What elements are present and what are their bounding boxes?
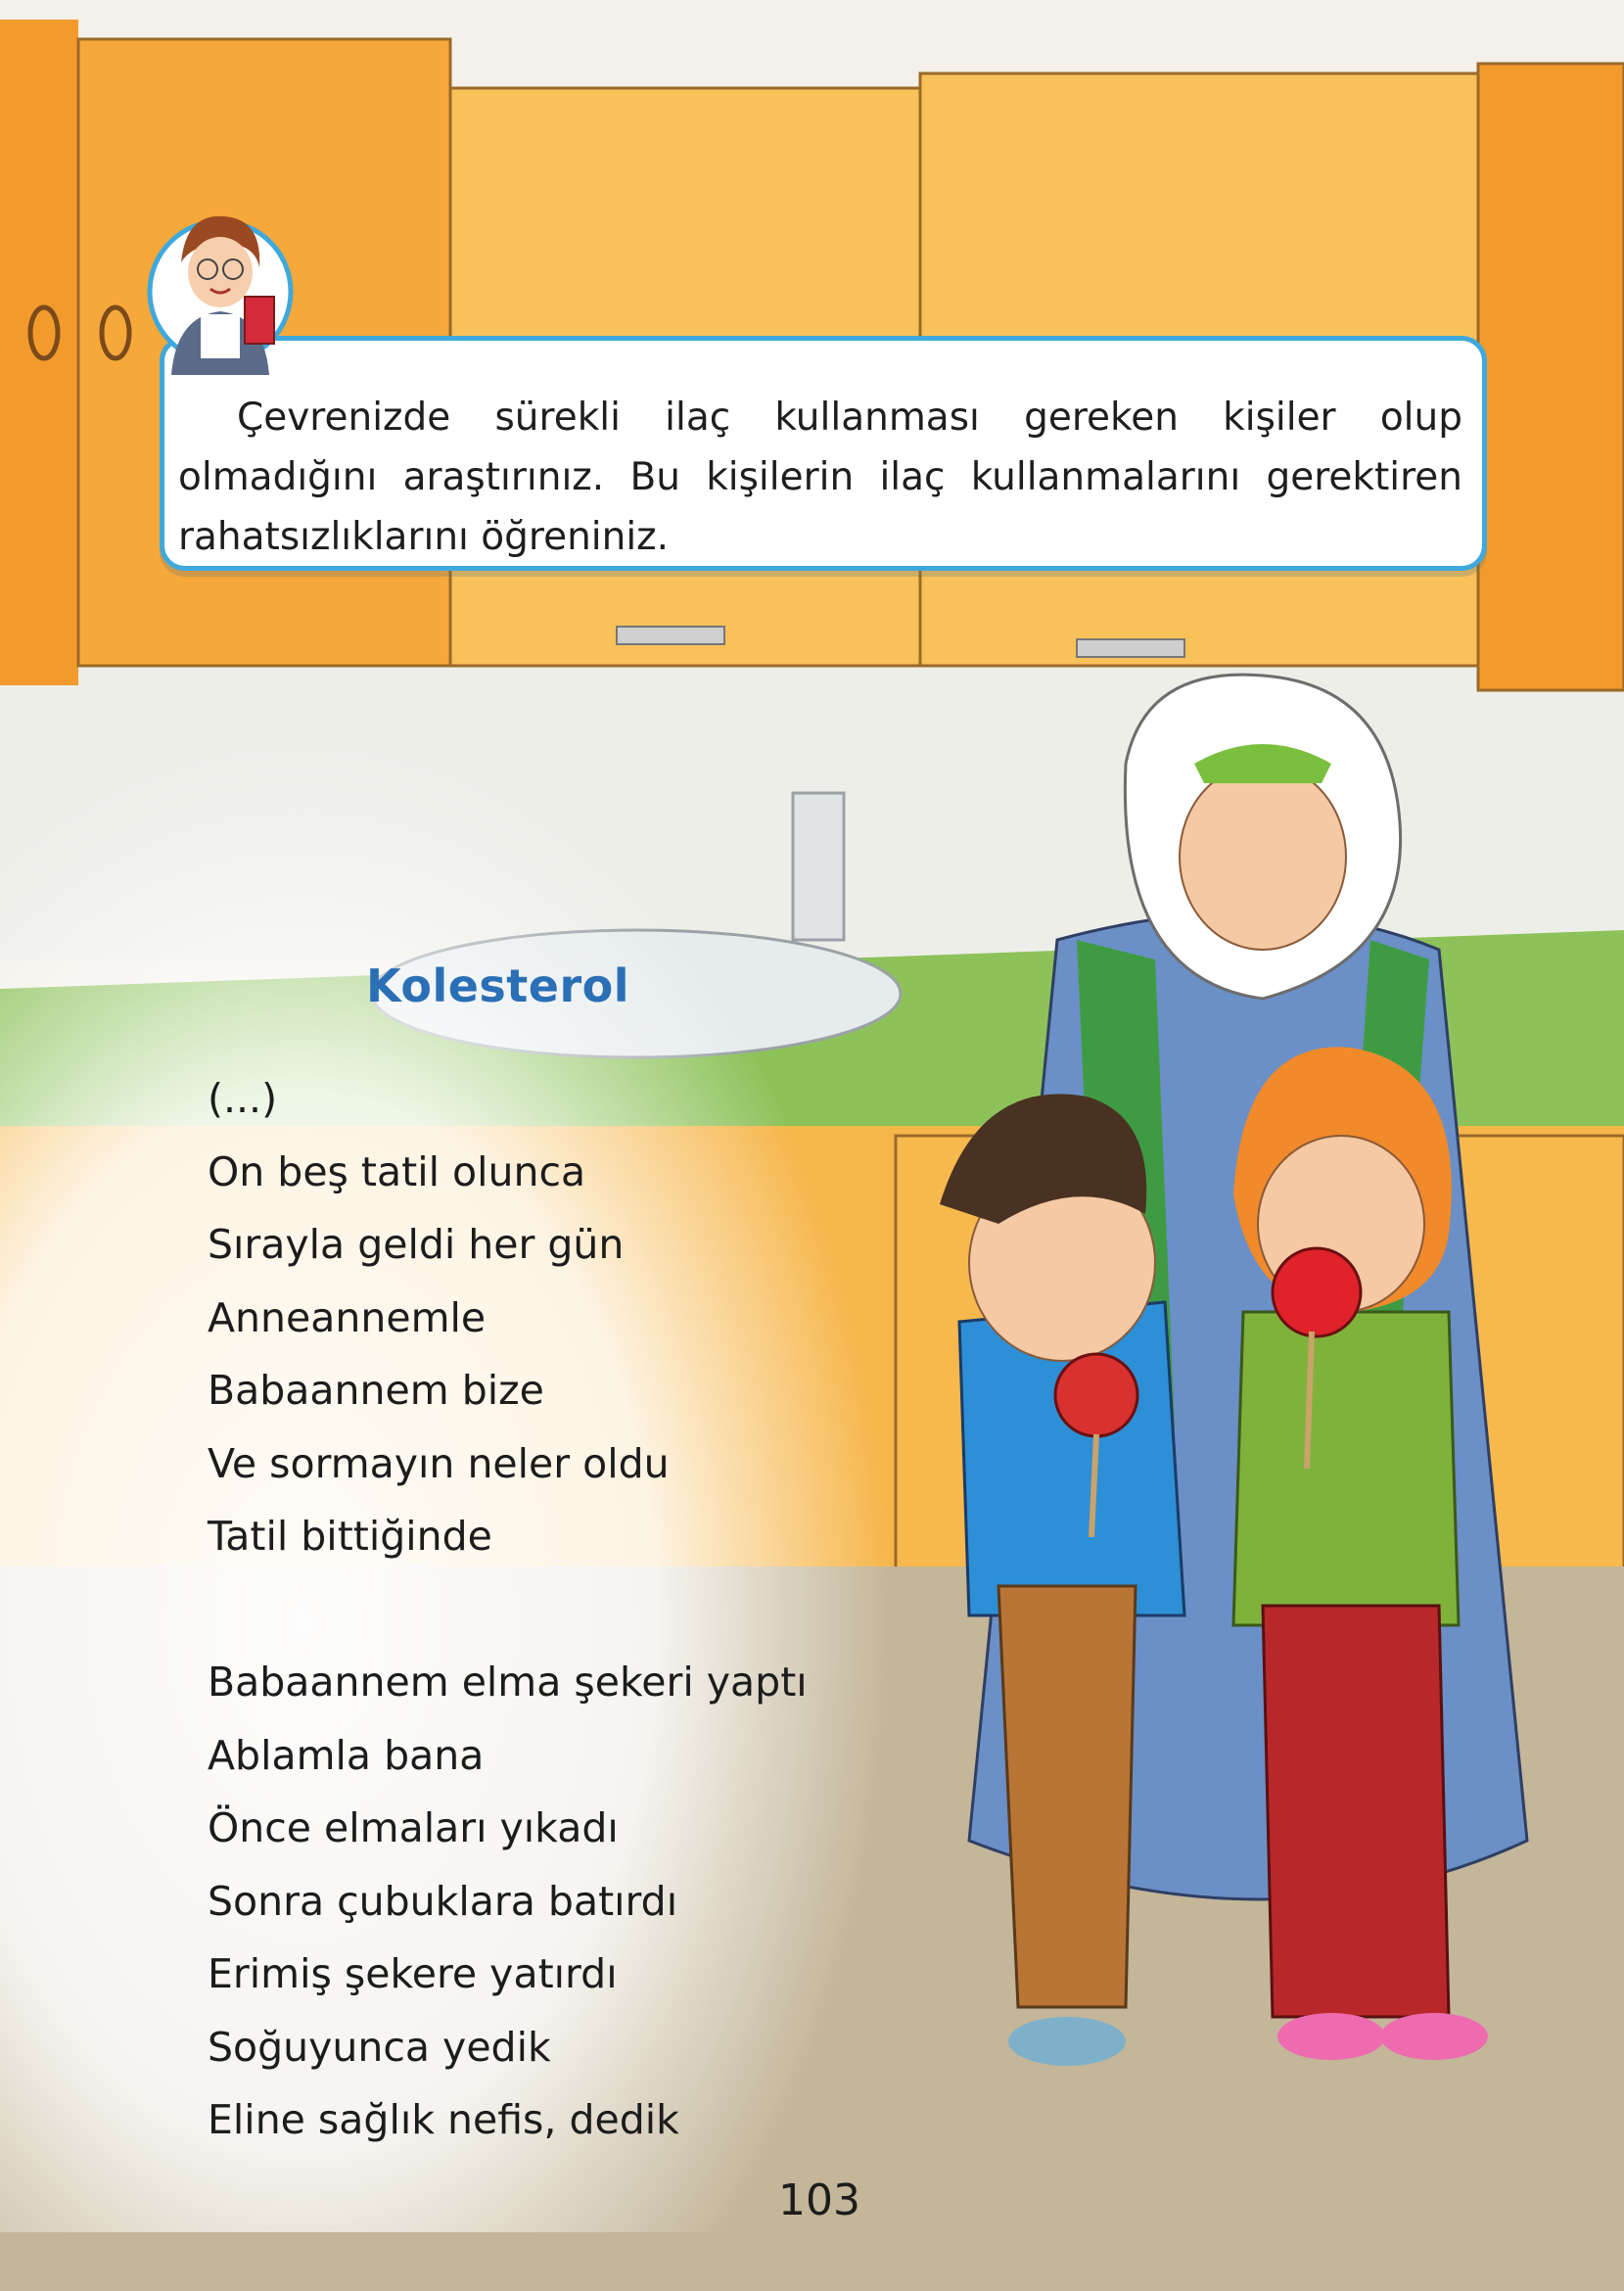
poem-line: Soğuyunca yedik <box>208 2023 551 2071</box>
poem-line: Ablamla bana <box>208 1731 485 1779</box>
poem-line: On beş tatil olunca <box>208 1147 586 1195</box>
instruction-text: Çevrenizde sürekli ilaç kullanması gereken kişiler olup olmadığını araştırınız. Bu kişilerin ilaç kullanmalarını gerektiren rahatsızlıklarını öğreniniz. <box>178 396 1462 559</box>
page-number: 103 <box>778 2175 860 2225</box>
poem-line: Sonra çubuklara batırdı <box>208 1877 678 1925</box>
poem-line: Sırayla geldi her gün <box>208 1221 625 1268</box>
poem-line: Babaannem elma şekeri yaptı <box>208 1659 808 1706</box>
poem-line: (...) <box>208 1075 278 1122</box>
instruction-callout <box>160 336 1487 571</box>
poem-line: Ve sormayın neler oldu <box>208 1439 670 1487</box>
poem-line: Eline sağlık nefis, dedik <box>208 2096 679 2143</box>
poem-title: Kolesterol <box>366 959 630 1012</box>
poem-line: Erimiş şekere yatırdı <box>208 1950 618 1997</box>
poem-line: Anneannemle <box>208 1293 487 1341</box>
stanza-gap <box>208 1573 808 1647</box>
poem-line: Tatil bittiğinde <box>208 1513 492 1560</box>
poem-body <box>208 1062 808 2157</box>
poem-line: Önce elmaları yıkadı <box>208 1804 619 1851</box>
student-mascot-avatar <box>147 189 294 380</box>
poem-line: Babaannem bize <box>208 1367 544 1414</box>
